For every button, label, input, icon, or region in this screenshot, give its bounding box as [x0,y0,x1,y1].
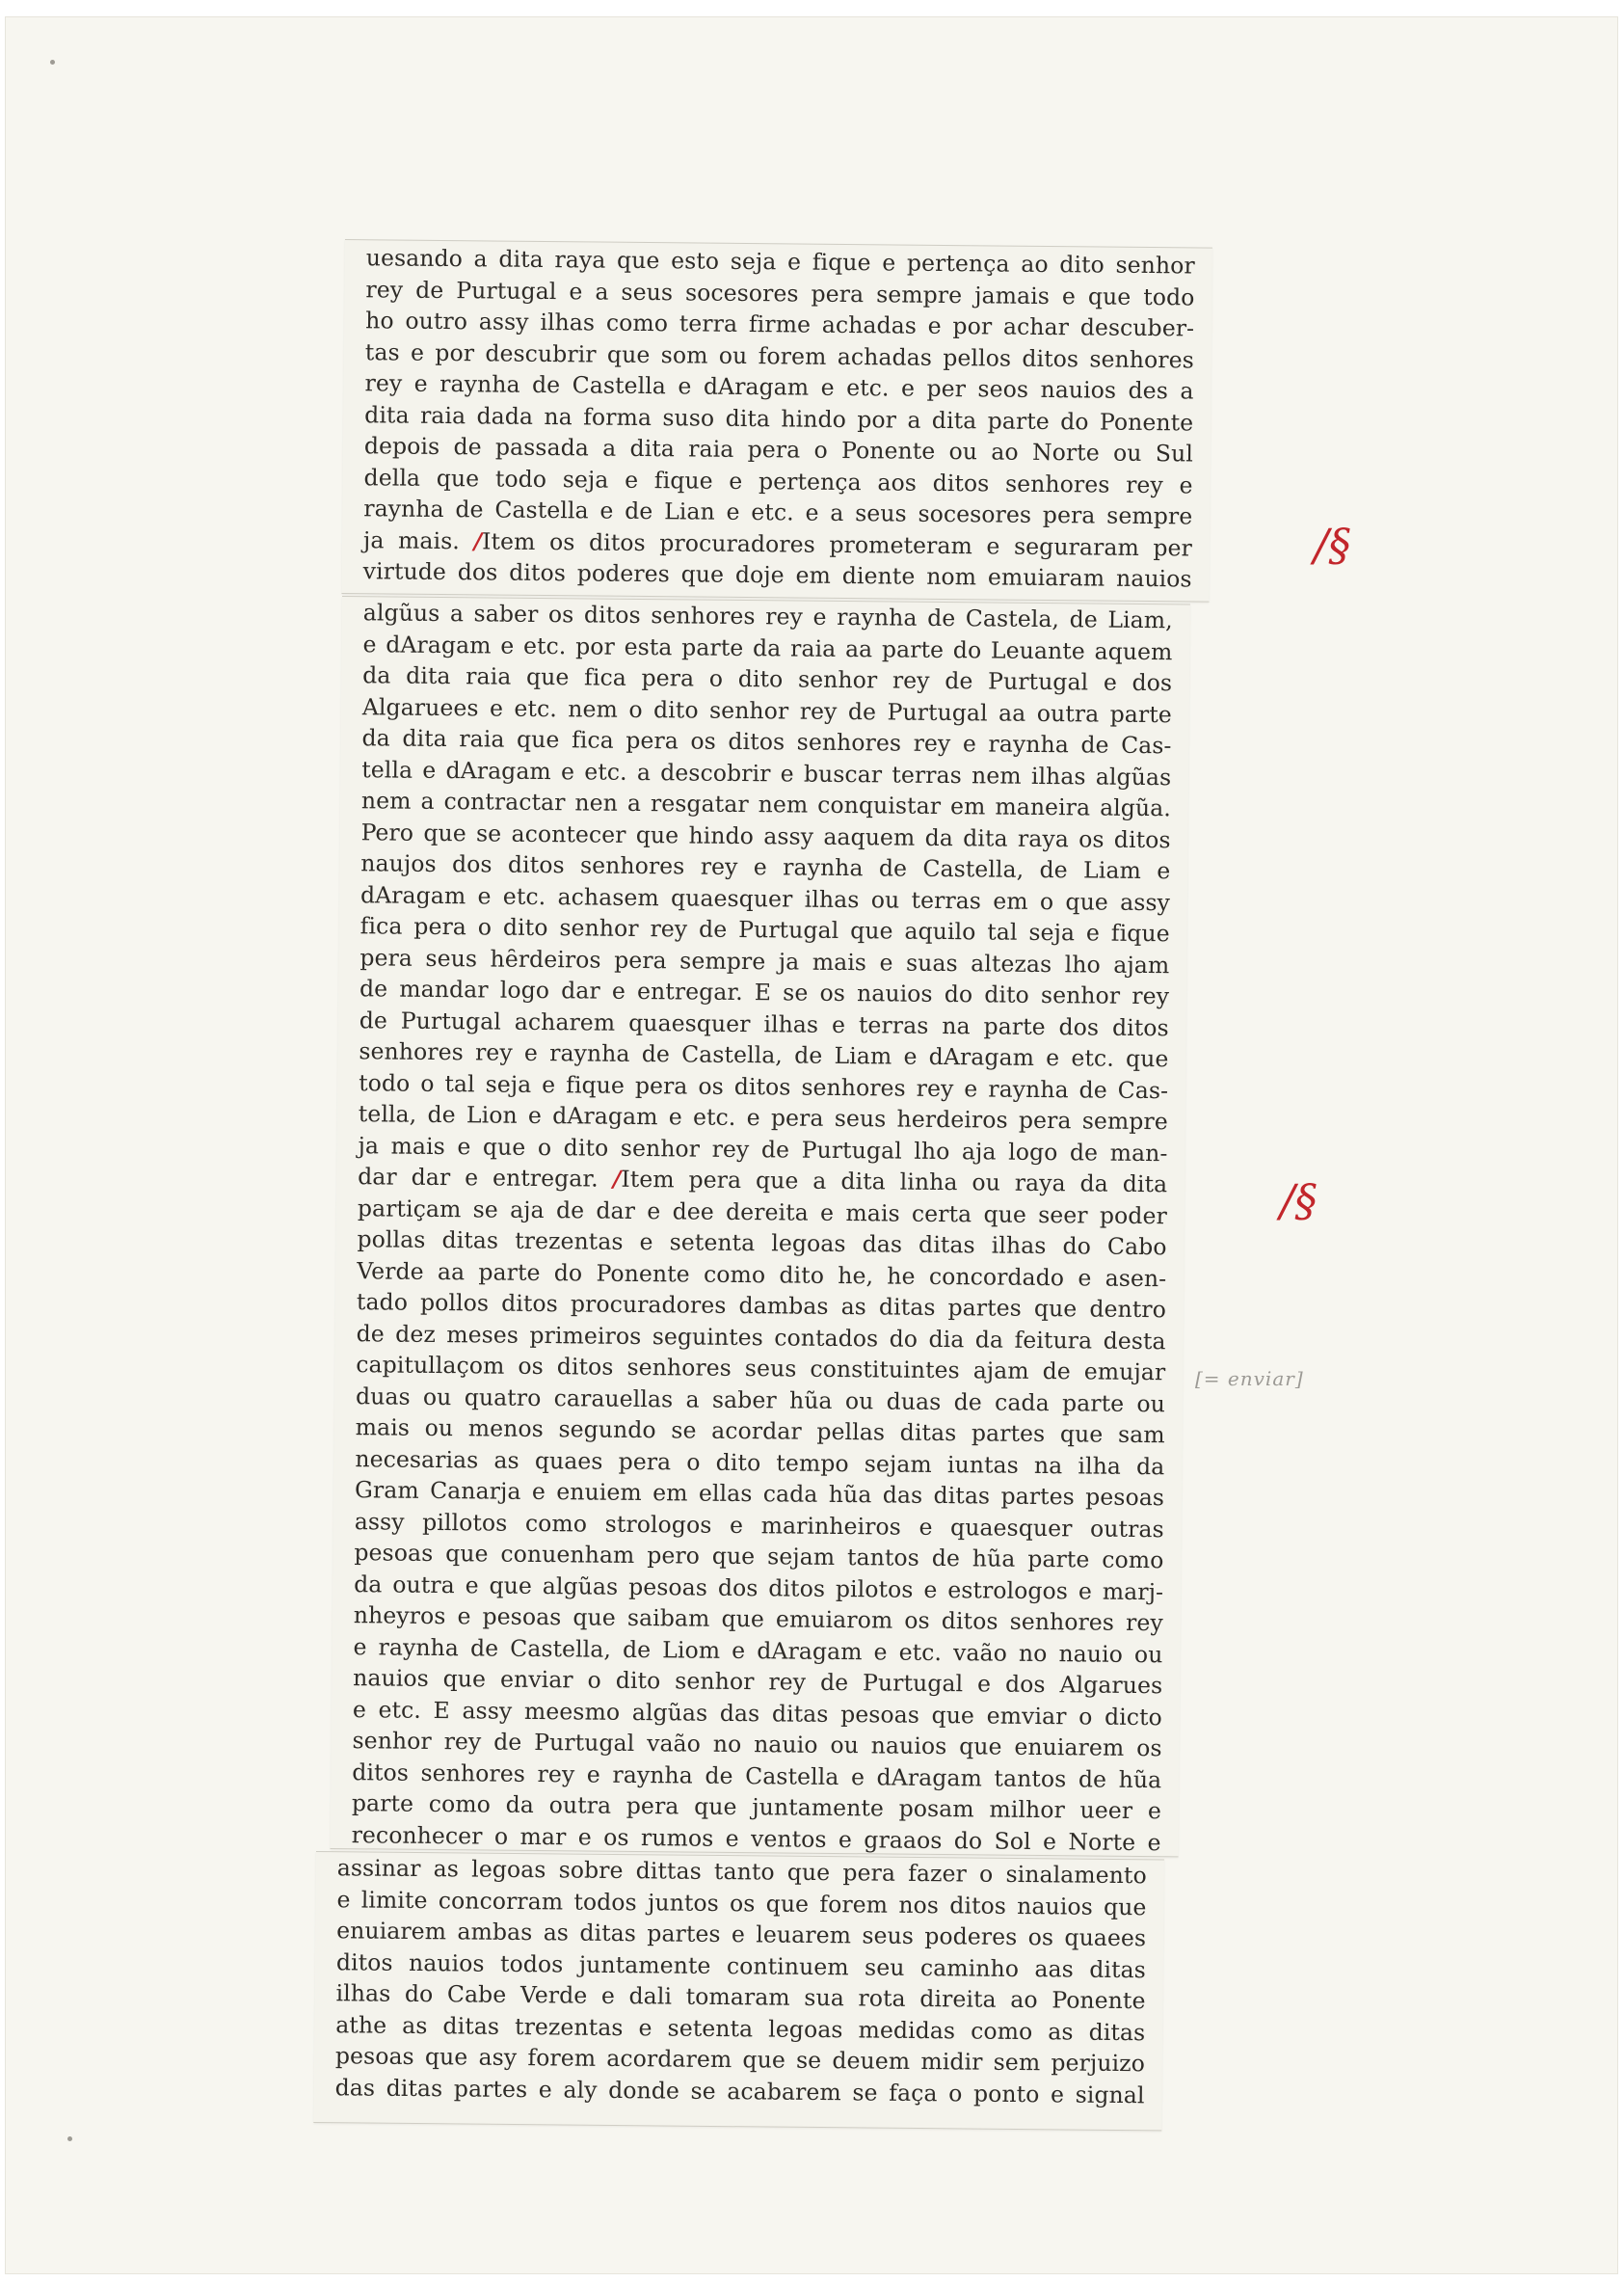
text-line: das ditas partes e aly donde se acabarem se faça o ponto e signal [334,2073,1145,2108]
text-line: della que todo seja e fique e pertença aos ditos senhores rey e [363,463,1193,498]
text-line: tado pollos ditos procuradores dambas as ditas partes que dentro [356,1288,1167,1324]
text-line: todo o tal seja e fique pera os ditos senhores rey e raynha de Cas- [359,1068,1169,1104]
text-line: de dez meses primeiros seguintes contados do dia da feitura desta [356,1319,1166,1355]
red-section-marker: / [473,526,483,554]
text-line: e raynha de Castella, de Liom e dAragam e etc. vaão no nauio ou [353,1632,1163,1668]
text-line: Pero que se acontecer que hindo assy aaquem da dita raya os ditos [360,818,1171,853]
text-line: ilhas do Cabe Verde e dali tomaram sua rota direita ao Ponente [335,1979,1146,2015]
text-line: partiçam se aja de dar e dee dereita e mais certa que seer poder [357,1194,1168,1229]
text-line: pollas ditas trezentas e setenta legoas das ditas ilhas do Cabo [357,1225,1167,1261]
text-line: mais ou menos segundo se acordar pellas ditas partes que sam [355,1413,1165,1449]
text-line: Gram Canarja e enuiem em ellas cada hũa das ditas partes pesoas [354,1476,1165,1512]
text-line: reconhecer o mar e os rumos e ventos e graaos do Sol e Norte e [351,1820,1161,1856]
text-strip-1 [341,239,1211,603]
text-line: pera seus hȇrdeiros pera sempre ja mais e suas altezas lho ajam [359,943,1170,979]
text-line: tella, de Lion e dAragam e etc. e pera seus herdeiros pera sempre [358,1100,1168,1136]
text-line: depois de passada a dita raia pera o Ponente ou ao Norte ou Sul [363,432,1194,468]
text-line: da dita raia que fica pera os ditos senhores rey e raynha de Cas- [361,724,1172,760]
text-line: pesoas que asy forem acordarem que se deuem midir sem perjuizo [334,2042,1146,2078]
text-line: e limite concorram todos juntos os que forem nos ditos nauios que [336,1885,1147,1920]
line-text: Item os ditos procuradores prometeram e seguraram per [482,526,1193,561]
margin-section-note: /§ [1280,1174,1318,1226]
text-strip-2 [331,596,1190,1857]
text-line: enuiarem ambas as ditas partes e leuarem seus poderes os quaees [336,1917,1147,1952]
text-line: necesarias as quaes pera o dito tempo sejam iuntas na ilha da [355,1444,1165,1480]
text-line: senhor rey de Purtugal vaão no nauio ou nauios que enuiarem os [352,1727,1162,1762]
text-line: capitullaçom os ditos senhores seus constituintes ajam de emujar [356,1351,1166,1386]
text-line: ditos nauios todos juntamente continuem seu caminho aas ditas [335,1947,1146,1983]
text-line: algũus a saber os ditos senhores rey e raynha de Castela, de Liam, [362,599,1173,634]
text-line: da dita raia que fica pera o dito senhor rey de Purtugal e dos [362,661,1173,697]
text-line: senhores rey e raynha de Castella, de Liam e dAragam e etc. que [359,1037,1169,1073]
text-line: duas ou quatro carauellas a saber hũa ou duas de cada parte ou [355,1382,1166,1417]
text-line: parte como da outra pera que juntamente posam milhor ueer e [351,1789,1162,1825]
text-line: fica pera o dito senhor rey de Purtugal que aquilo tal seja e fique [359,912,1170,948]
text-line: da outra e que algũas pesoas dos ditos pilotos e estrologos e marj- [354,1570,1164,1605]
paper-speck [50,60,55,65]
red-section-marker: / [612,1165,622,1193]
text-line: nheyros e pesoas que saibam que emuiarom os ditos senhores rey [353,1601,1163,1637]
text-line: virtude dos ditos poderes que doje em diente nom emuiaram nauios [362,557,1192,593]
text-line: assy pillotos como strologos e marinheiros e quaesquer outras [354,1507,1164,1543]
text-line: athe as ditas trezentas e setenta legoas medidas como as ditas [335,2010,1146,2046]
text-line: uesando a dita raya que esto seja e fique e pertença ao dito senhor [365,244,1195,280]
text-line: tella e dAragam e etc. a descobrir e buscar terras nem ilhas algũas [361,755,1172,791]
text-line: de Purtugal acharem quaesquer ilhas e terras na parte dos ditos [359,1006,1169,1041]
text-line: assinar as legoas sobre dittas tanto que pera fazer o sinalamento [336,1854,1147,1890]
text-line: ho outro assy ilhas como terra firme achadas e por achar descuber- [365,307,1195,342]
text-line: dita raia dada na forma suso dita hindo por a dita parte do Ponente [364,400,1194,436]
text-line: nauios que enviar o dito senhor rey de Purtugal e dos Algarues [353,1664,1163,1700]
text-line: de mandar logo dar e entregar. E se os nauios do dito senhor rey [359,975,1170,1010]
line-text: dar dar e entregar. [358,1163,599,1193]
text-line: raynha de Castella e de Lian e etc. e a seus socesores pera sempre [363,495,1193,530]
text-line: rey e raynha de Castella e dAragam e etc. e per seos nauios des a [364,369,1194,405]
text-line: Verde aa parte do Ponente como dito he, he concordado e asen- [357,1256,1167,1292]
text-line: pesoas que conuenham pero que sejam tantos de hũa parte como [354,1539,1164,1574]
text-line: ja mais e que o dito senhor rey de Purtugal lho aja logo de man- [358,1131,1168,1167]
text-line: rey de Purtugal e a seus socesores pera sempre jamais e que todo [365,275,1195,310]
text-line: dAragam e etc. achasem quaesquer ilhas ou terras em o que assy [359,880,1171,916]
text-line: e dAragam e etc. por esta parte da raia aa parte do Leuante aquem [362,630,1173,665]
text-line: nem a contractar nen a resgatar nem conquistar em maneira algũa. [360,787,1172,822]
text-strip-3 [313,1851,1164,2131]
text-line: e etc. E assy meesmo algũas das ditas pesoas que emviar o dicto [352,1695,1163,1731]
text-line: tas e por descubrir que som ou forem achadas pellos ditos senhores [364,337,1194,373]
line-text: Item pera que a dita linha ou raya da dita [621,1165,1168,1198]
paper-speck [67,2136,72,2141]
text-line: ditos senhores rey e raynha de Castella e dAragam tantos de hũa [352,1758,1162,1793]
line-text: ja mais. [362,525,461,554]
text-line: naujos dos ditos senhores rey e raynha de Castella, de Liam e [360,849,1171,885]
margin-section-note: /§ [1314,519,1351,571]
pencil-annotation: [= enviar] [1195,1367,1304,1390]
text-line: Algaruees e etc. nem o dito senhor rey de Purtugal aa outra parte [361,692,1172,728]
